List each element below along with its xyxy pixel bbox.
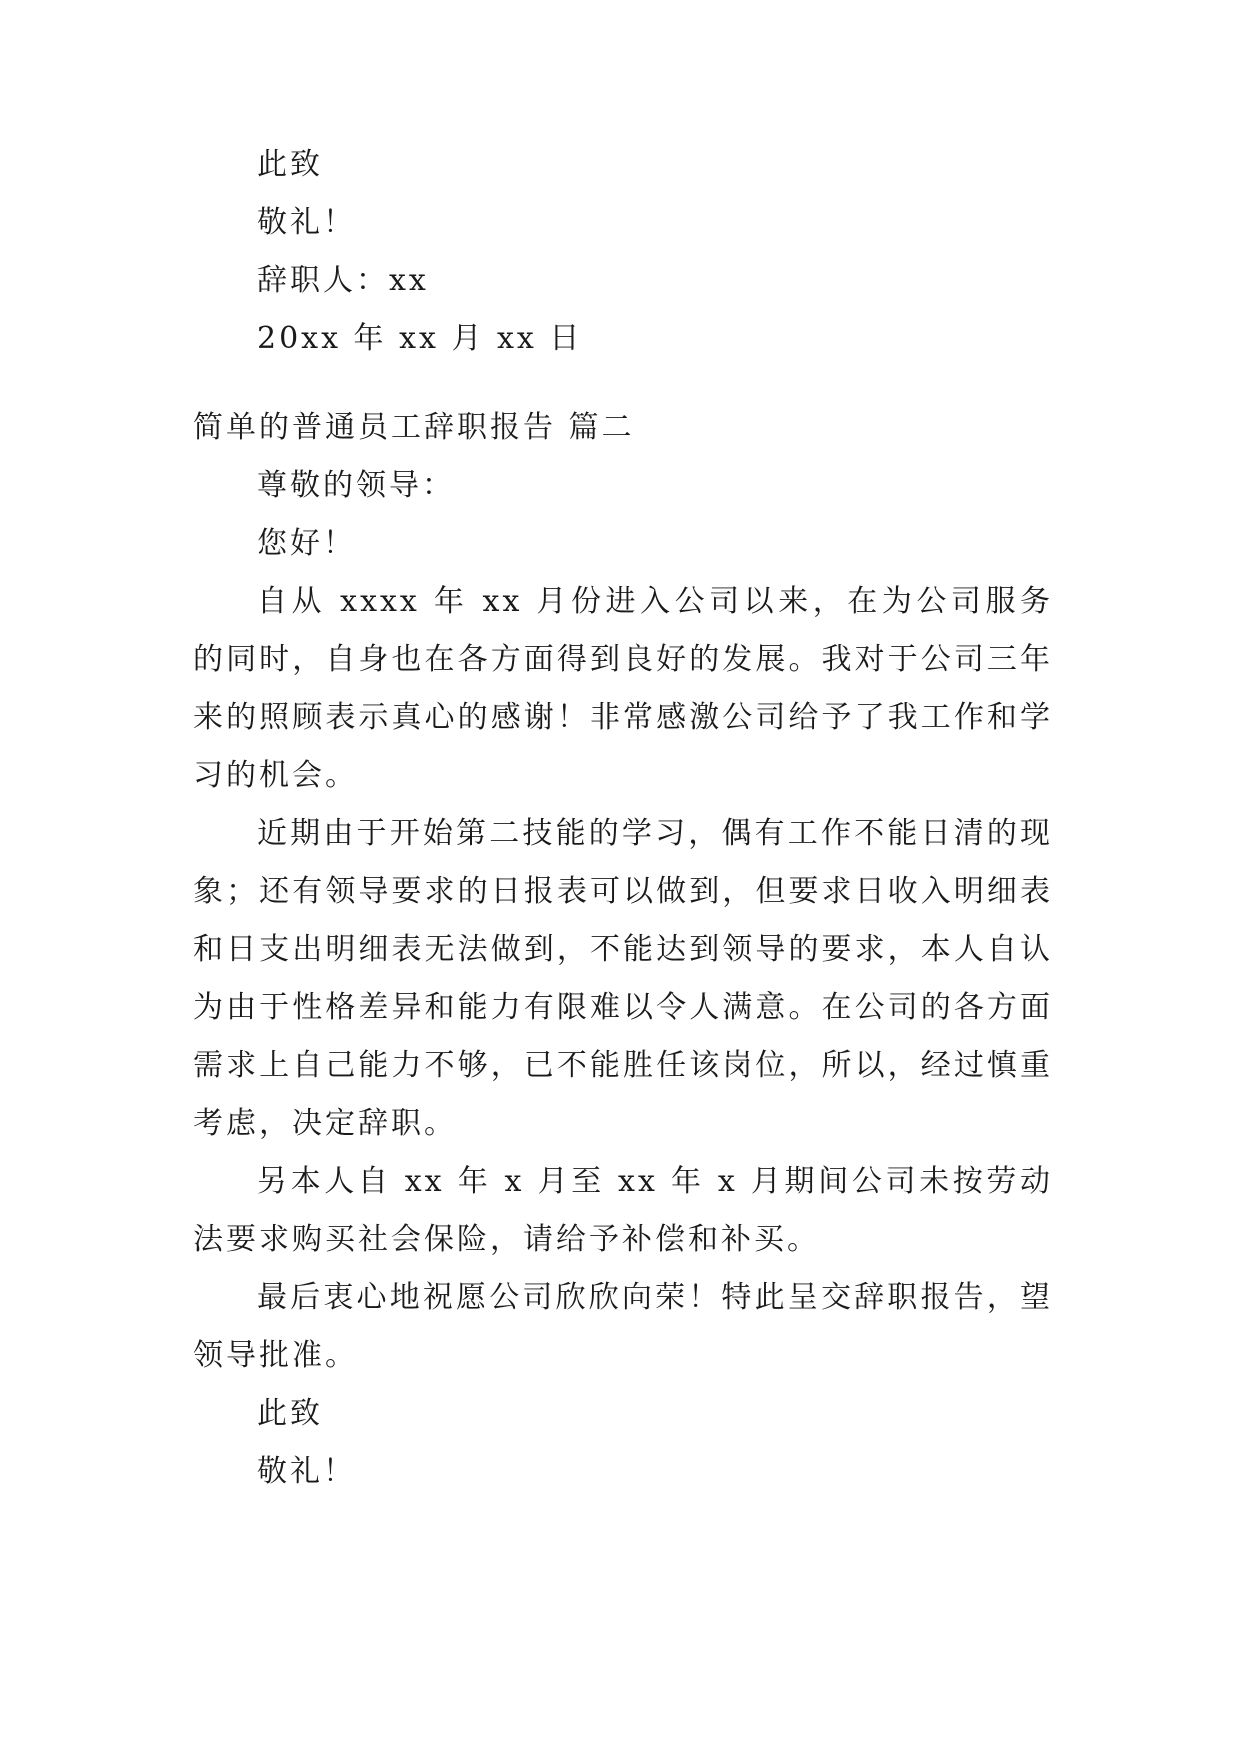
hello-line: 您好！ [257,526,356,561]
signer-line: 辞职人：xx [257,263,429,298]
paragraph-1: 自从 xxxx 年 xx 月份进入公司以来，在为公司服务的同时，自身也在各方面得到良好的发展。我对于公司三年来的照顾表示真心的感谢！非常感激公司给予了我工作和学习的机会。 [193,584,1053,793]
closing-greeting: 此致 [257,147,323,182]
paragraph-4: 最后衷心地祝愿公司欣欣向荣！特此呈交辞职报告，望领导批准。 [193,1280,1053,1373]
paragraph-2: 近期由于开始第二技能的学习，偶有工作不能日清的现象；还有领导要求的日报表可以做到，但要求日收入明细表和日支出明细表无法做到，不能达到领导的要求，本人自认为由于性格差异和能力有限难以令人满意。在公司的各方面需求上自己能力不够，已不能胜任该岗位，所以，经过慎重考虑，决定辞职。 [193,816,1053,1141]
date-line: 20xx 年 xx 月 xx 日 [257,321,583,356]
closing-salute-2: 敬礼！ [257,1454,356,1489]
section-two [193,399,1053,1501]
paragraph-3: 另本人自 xx 年 x 月至 xx 年 x 月期间公司未按劳动法要求购买社会保险，请给予补偿和补买。 [193,1164,1053,1257]
closing-block-top [193,136,1053,368]
addressee: 尊敬的领导： [257,468,455,503]
closing-greeting-2: 此致 [257,1396,323,1431]
section-title: 简单的普通员工辞职报告 篇二 [193,410,635,445]
closing-salute: 敬礼！ [257,205,356,240]
